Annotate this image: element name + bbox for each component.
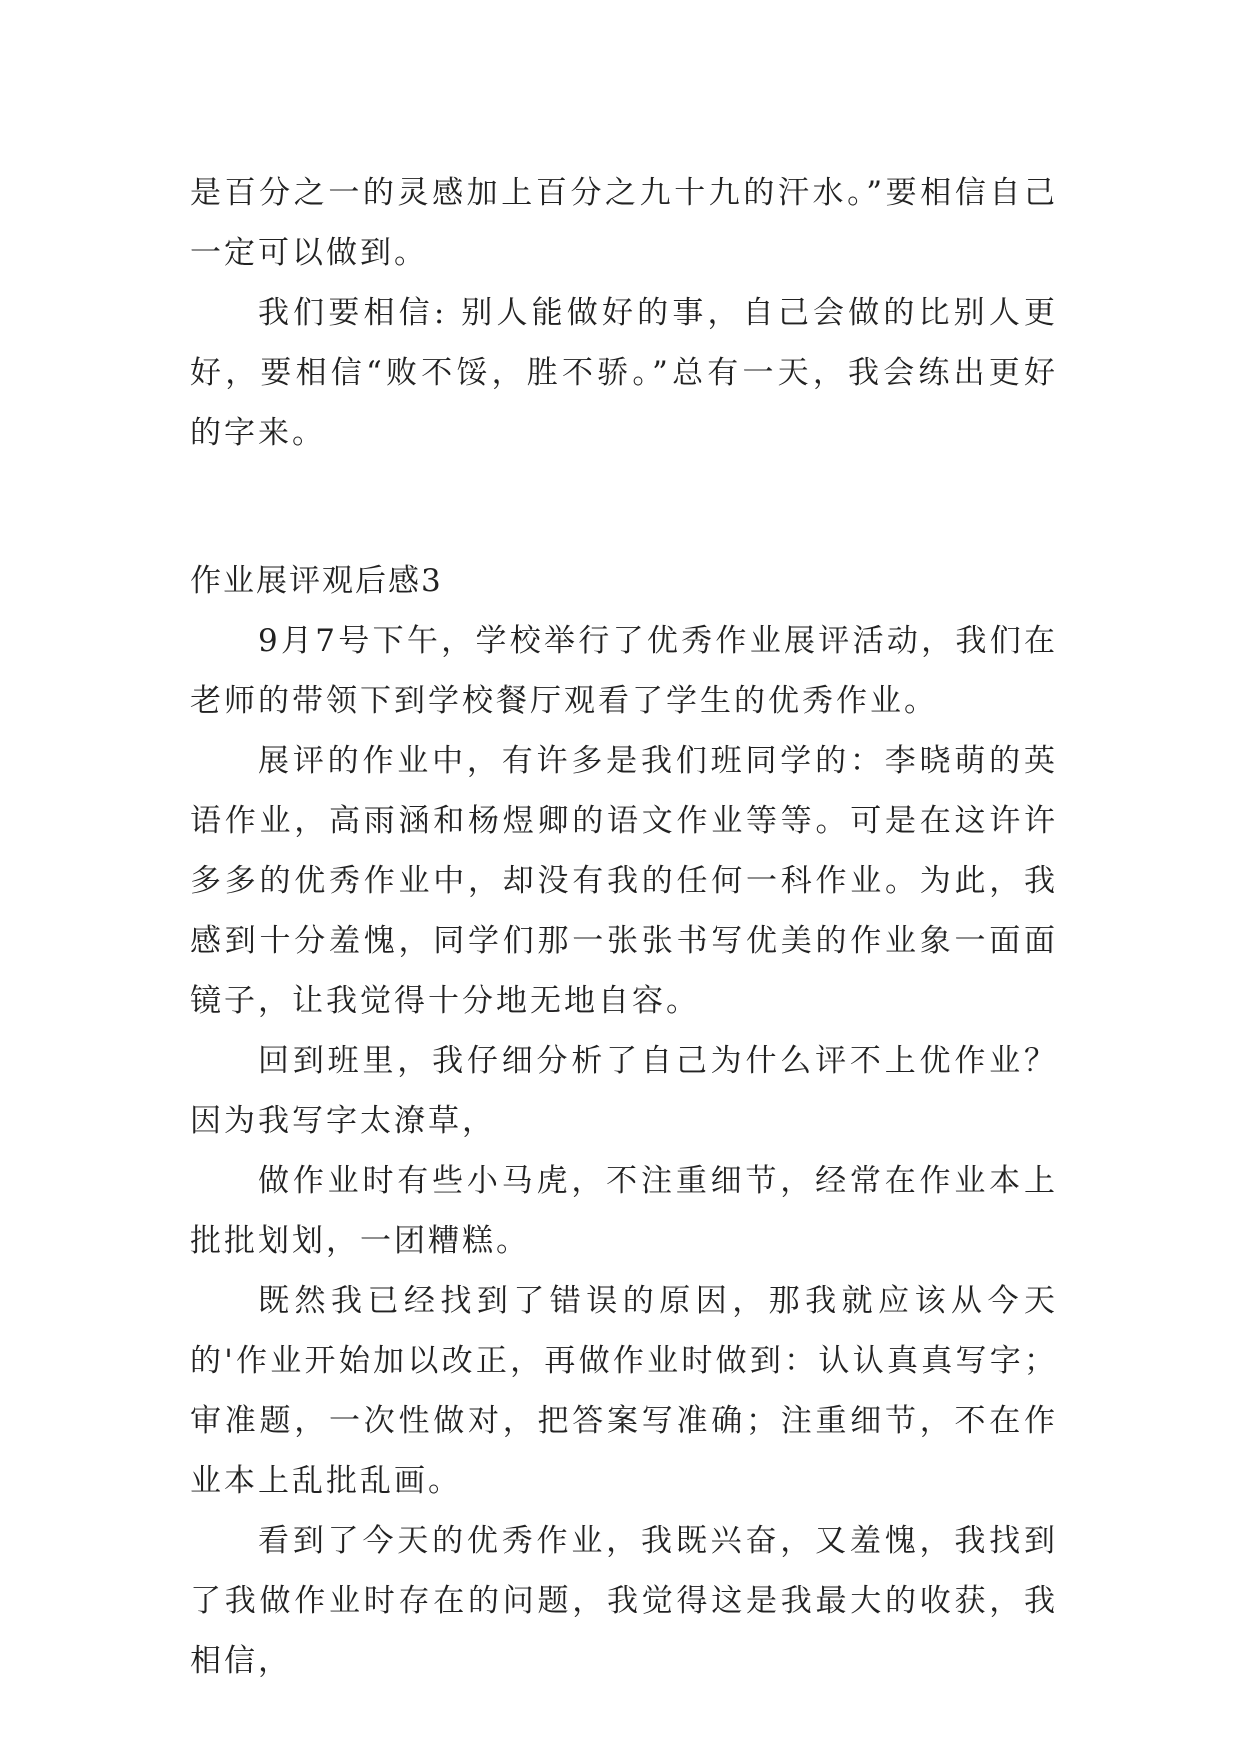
- paragraph-1: 9月7号下午，学校举行了优秀作业展评活动，我们在老师的带领下到学校餐厅观看了学生的优秀作业。: [190, 623, 1058, 719]
- paragraph-3: 回到班里，我仔细分析了自己为什么评不上优作业？因为我写字太潦草，: [190, 1043, 1058, 1139]
- paragraph-4: 做作业时有些小马虎，不注重细节，经常在作业本上批批划划，一团糟糕。: [190, 1163, 1058, 1259]
- section-spacer: [190, 463, 1058, 551]
- paragraph-5: 既然我已经找到了错误的原因，那我就应该从今天的'作业开始加以改正，再做作业时做到：认认真真写字；审准题，一次性做对，把答案写准确；注重细节，不在作业本上乱批乱画。: [190, 1283, 1058, 1499]
- paragraph-6: 看到了今天的优秀作业，我既兴奋，又羞愧，我找到了我做作业时存在的问题，我觉得这是我最大的收获，我相信，: [190, 1523, 1058, 1679]
- section-title: 作业展评观后感3: [190, 563, 443, 599]
- paragraph-2: 展评的作业中，有许多是我们班同学的：李晓萌的英语作业，高雨涵和杨煜卿的语文作业等等。可是在这许许多多的优秀作业中，却没有我的任何一科作业。为此，我感到十分羞愧，同学们那一张张书写优美的作业象一面面镜子，让我觉得十分地无地自容。: [190, 743, 1058, 1019]
- paragraph-prev-2: 我们要相信: 别人能做好的事，自己会做的比别人更好，要相信“败不馁，胜不骄。”总有一天，我会练出更好的字来。: [190, 295, 1058, 451]
- paragraph-prev-1: 是百分之一的灵感加上百分之九十九的汗水。”要相信自己一定可以做到。: [190, 175, 1058, 271]
- document-body: [190, 163, 1058, 1691]
